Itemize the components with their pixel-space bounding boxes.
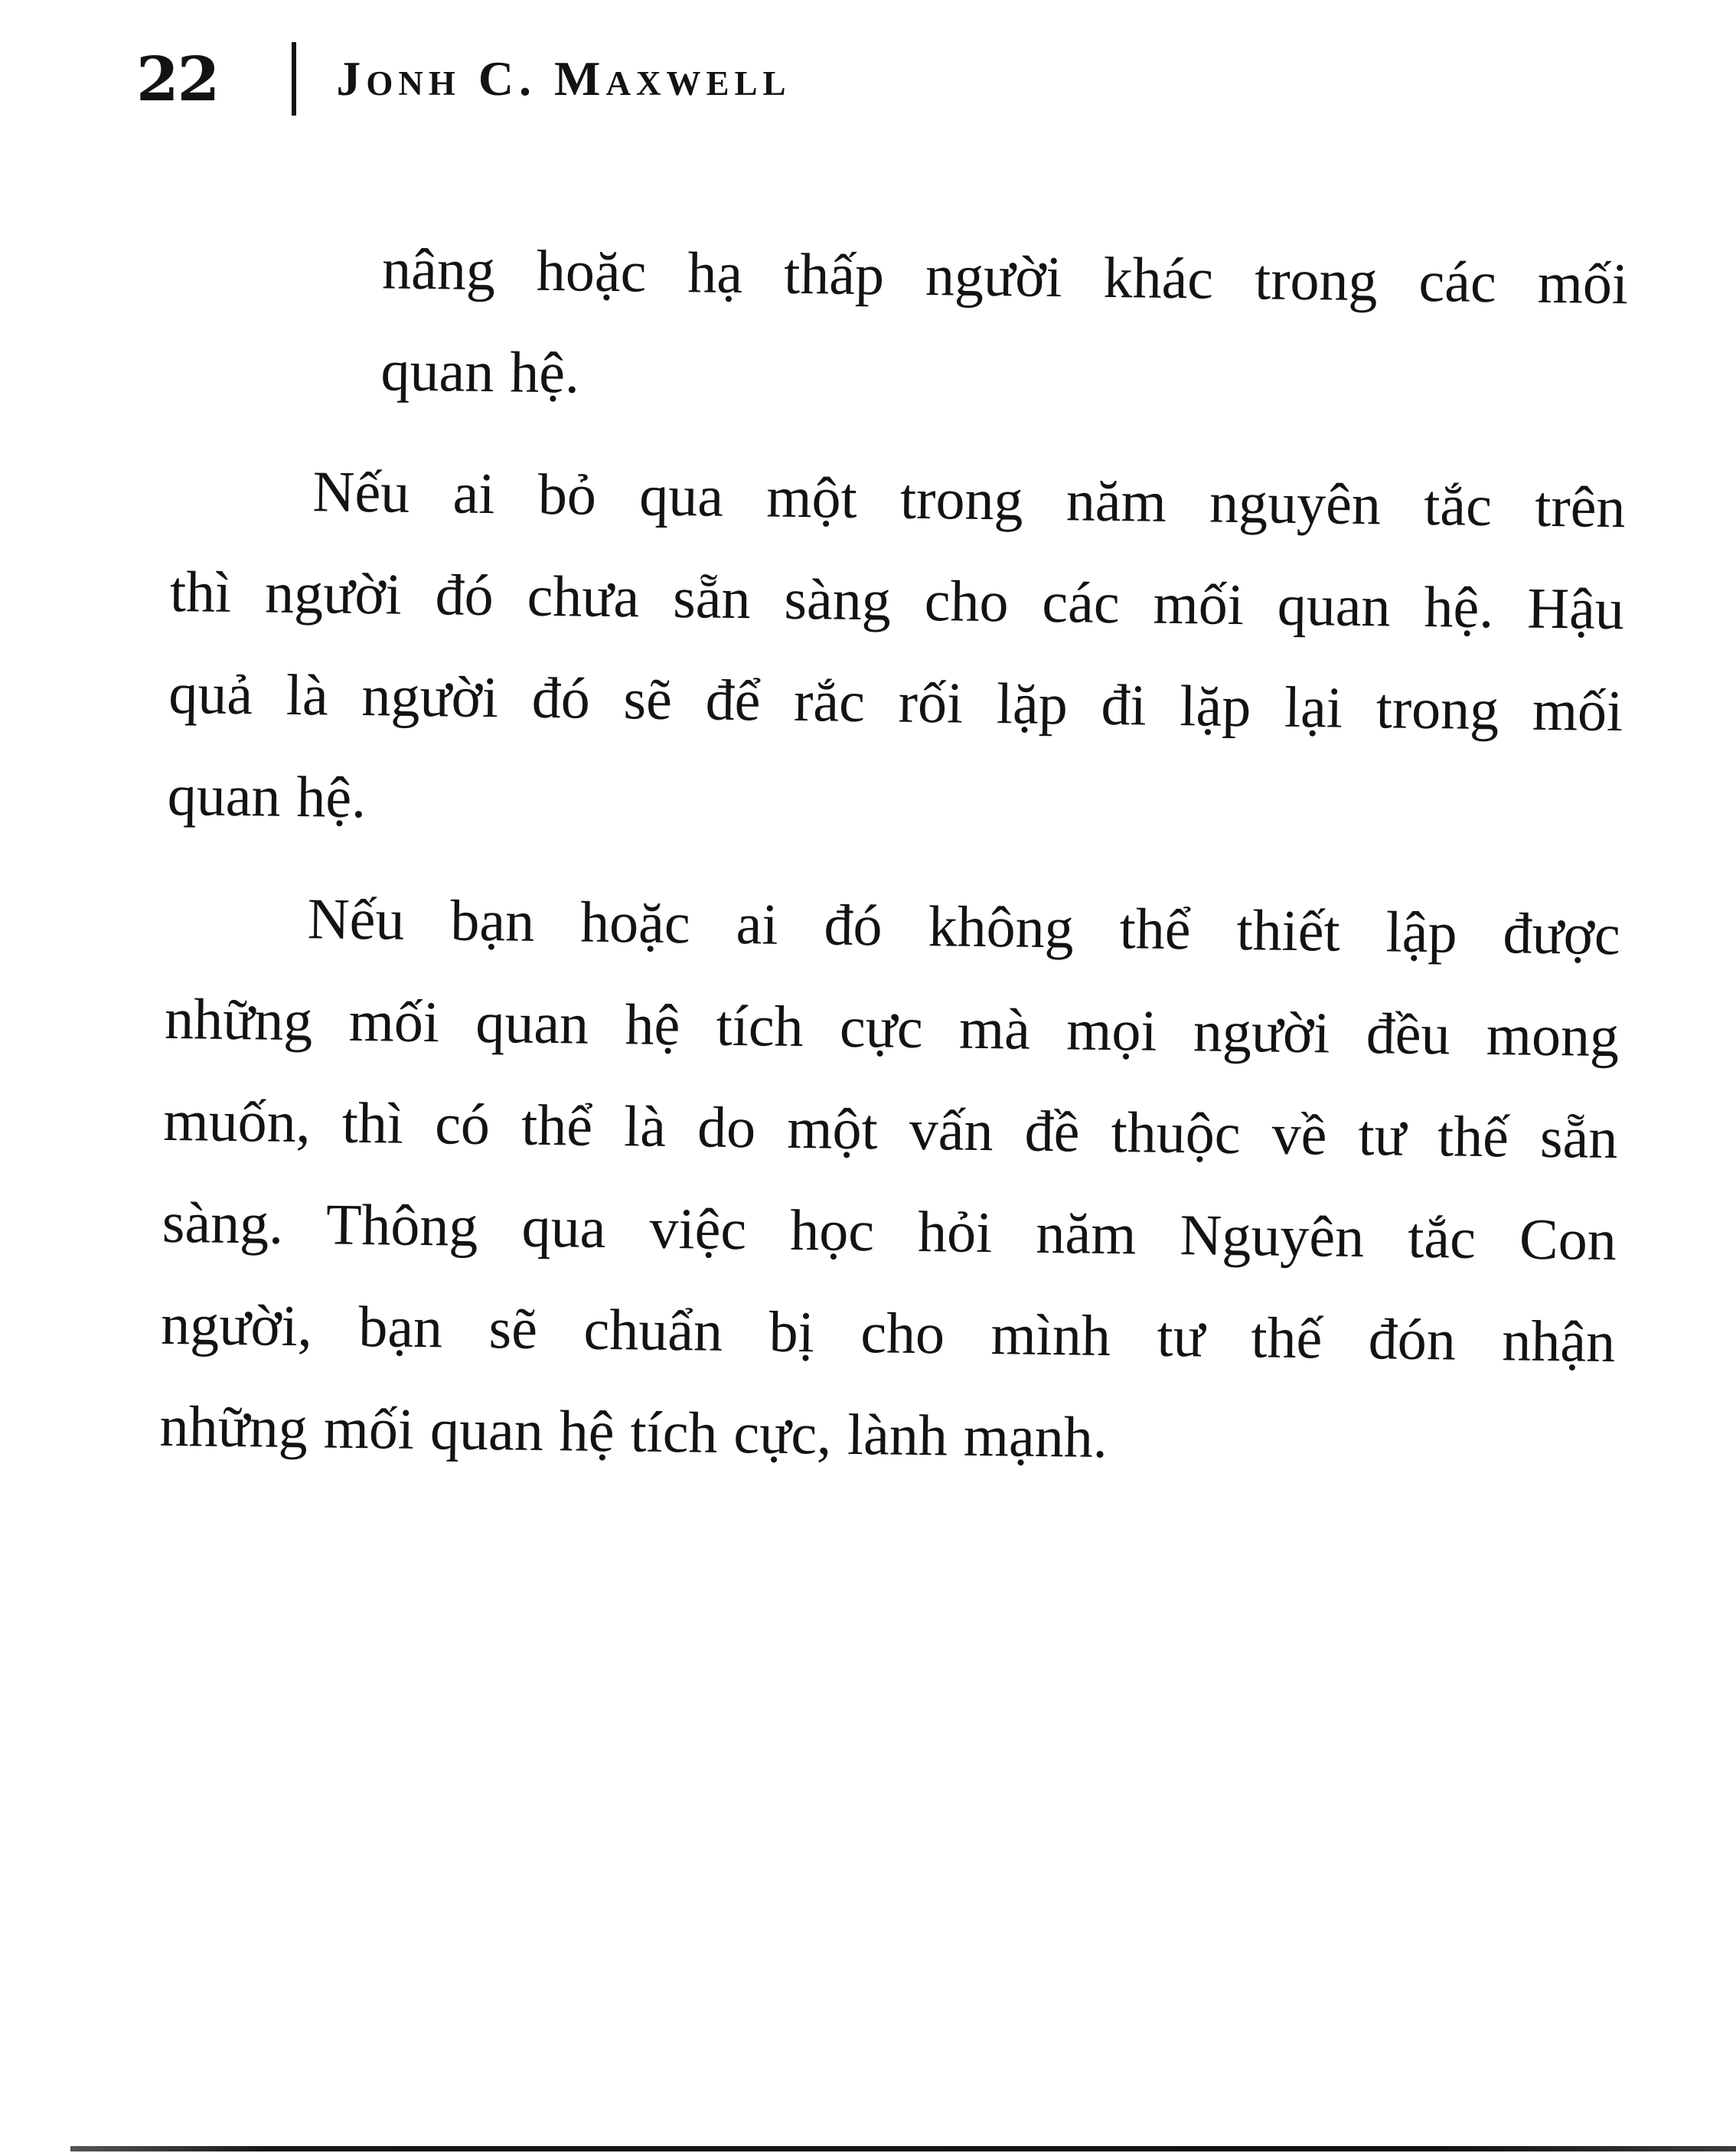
text-line: quan hệ.	[167, 763, 367, 831]
text-line: những mối quan hệ tích cực mà mọi người đều mong	[164, 986, 1620, 1070]
body-text	[159, 216, 1629, 1495]
scan-edge-artifact	[70, 2146, 1736, 2151]
text-line: quả là người đó sẽ để rắc rối lặp đi lặp lại trong mối	[168, 661, 1623, 744]
text-line: người, bạn sẽ chuẩn bị cho mình tư thế đón nhận	[160, 1292, 1616, 1375]
header-divider	[292, 42, 296, 116]
running-header	[136, 37, 791, 121]
text-line: Nếu bạn hoặc ai đó không thể thiết lập được	[307, 887, 1621, 968]
page-number: 22	[136, 43, 219, 115]
text-line: thì người đó chưa sẵn sàng cho các mối quan hệ. Hậu	[169, 559, 1625, 642]
text-line: Nếu ai bỏ qua một trong năm nguyên tắc trên	[312, 459, 1626, 541]
paragraph-quote-continuation	[380, 218, 1629, 437]
text-line: sàng. Thông qua việc học hỏi năm Nguyên tắc Con	[162, 1190, 1617, 1273]
text-line: quan hệ.	[380, 338, 580, 406]
paragraph-2	[167, 439, 1626, 864]
text-line: muốn, thì có thể là do một vấn đề thuộc về tư thế sẵn	[163, 1088, 1618, 1171]
running-header-author: Jonh C. Maxwell	[336, 51, 791, 106]
text-line: những mối quan hệ tích cực, lành mạnh.	[159, 1393, 1108, 1471]
paragraph-3	[159, 867, 1621, 1495]
text-line: nâng hoặc hạ thấp người khác trong các mối	[381, 237, 1629, 317]
